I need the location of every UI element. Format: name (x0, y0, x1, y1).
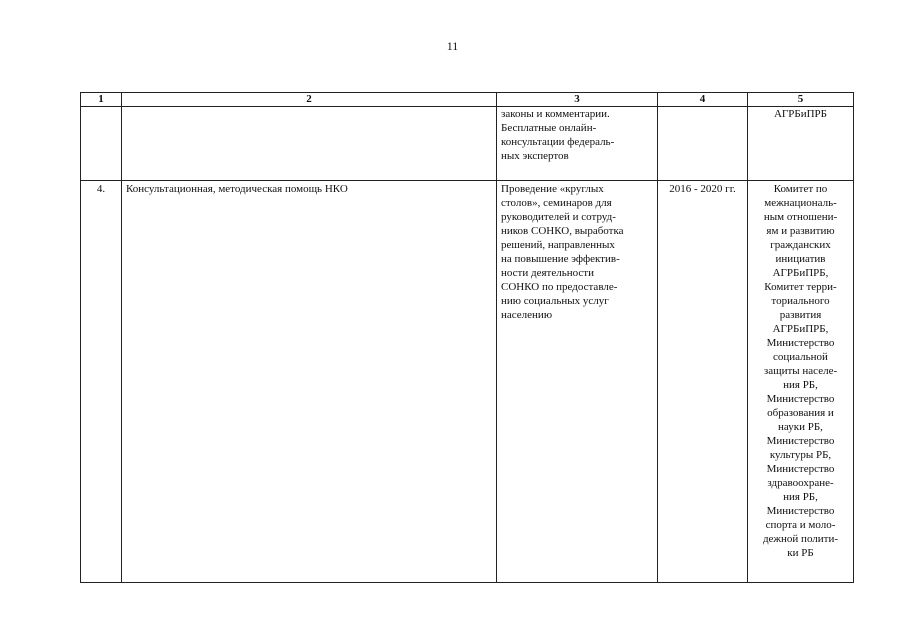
form-line: ности деятельности (501, 267, 594, 279)
executor-line: Министерство (766, 393, 835, 405)
period-cell: 2016 - 2020 гг. (658, 181, 748, 583)
executor-line: АГРБиПРБ, (772, 267, 829, 279)
executor-line: культуры РБ, (769, 449, 832, 461)
plan-table (80, 92, 854, 583)
form-line: Проведение «круглых (501, 183, 604, 195)
form-line: Бесплатные онлайн- (501, 122, 597, 134)
column-header-5: 5 (748, 93, 854, 107)
row-number-cell (81, 107, 122, 181)
executor-line: ным отношени- (763, 211, 838, 223)
period-cell (658, 107, 748, 181)
executor-line: развития (779, 309, 822, 321)
page-number: 11 (446, 39, 459, 53)
executor-line: межнациональ- (764, 197, 837, 209)
executor-line: АГРБиПРБ (773, 108, 827, 120)
executor-line: инициатив (775, 253, 826, 265)
executor-line: спорта и моло- (765, 519, 836, 531)
form-line: на повышение эффектив- (501, 253, 620, 265)
executor-line: ям и развитию (766, 225, 835, 237)
executor-line: ки РБ (787, 547, 814, 559)
executor-line: гражданских (770, 239, 831, 251)
executor-line: Комитет по (773, 183, 828, 195)
executor-line: Министерство (766, 435, 835, 447)
form-line: решений, направленных (501, 239, 615, 251)
form-cell (497, 107, 658, 181)
executors-cell (748, 181, 854, 583)
executor-line: ния РБ, (783, 491, 818, 503)
executor-line: Министерство (766, 337, 835, 349)
column-header-3: 3 (497, 93, 658, 107)
column-header-2: 2 (122, 93, 497, 107)
event-cell: Консультационная, методическая помощь НКО (122, 181, 497, 583)
form-line: ников СОНКО, выработка (501, 225, 624, 237)
executor-line: Министерство (766, 505, 835, 517)
form-line: нию социальных услуг (501, 295, 609, 307)
form-line: руководителей и сотруд- (501, 211, 616, 223)
table-header-row (81, 93, 854, 107)
executor-line: образования и (767, 407, 834, 419)
row-number-cell: 4. (81, 181, 122, 583)
executor-line: защиты населе- (763, 365, 838, 377)
executor-line: социальной (773, 351, 828, 363)
table-row (81, 181, 854, 583)
form-line: консультации федераль- (501, 136, 615, 148)
table-row (81, 107, 854, 181)
column-header-1: 1 (81, 93, 122, 107)
form-line: законы и комментарии. (501, 108, 610, 120)
executor-line: Комитет терри- (764, 281, 837, 293)
executor-line: АГРБиПРБ, (772, 323, 829, 335)
executor-line: дежной полити- (762, 533, 839, 545)
event-cell (122, 107, 497, 181)
executors-cell (748, 107, 854, 181)
form-line: СОНКО по предоставле- (501, 281, 618, 293)
column-header-4: 4 (658, 93, 748, 107)
executor-line: Министерство (766, 463, 835, 475)
form-cell (497, 181, 658, 583)
executor-line: ториального (771, 295, 830, 307)
form-line: столов», семинаров для (501, 197, 612, 209)
executor-line: здравоохране- (767, 477, 834, 489)
executor-line: науки РБ, (778, 421, 823, 433)
executor-line: ния РБ, (783, 379, 818, 391)
form-line: населению (501, 309, 553, 321)
form-line: ных экспертов (501, 150, 569, 162)
